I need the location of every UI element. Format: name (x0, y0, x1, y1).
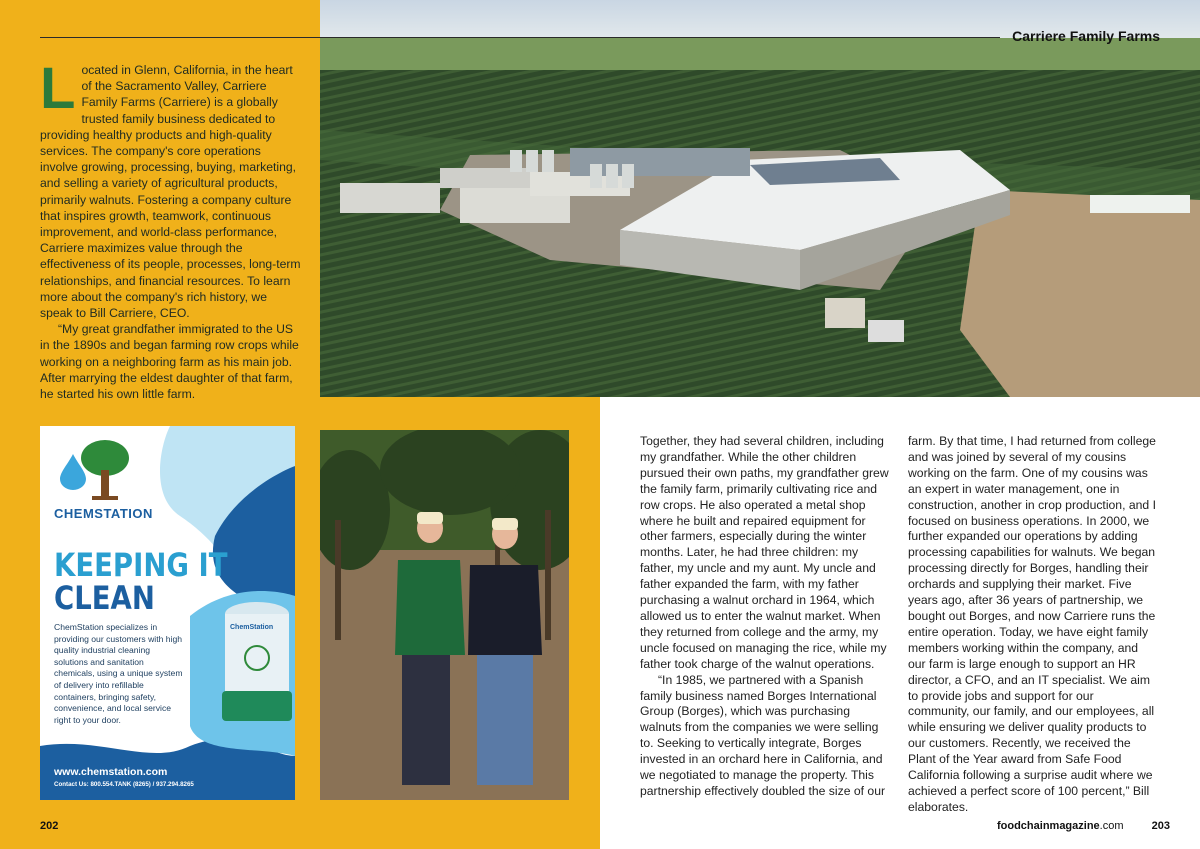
page-number-left: 202 (40, 820, 59, 832)
chemstation-logo-text: CHEMSTATION (54, 506, 153, 521)
ad-headline-2: CLEAN (54, 579, 155, 617)
article-column-2 (908, 434, 1158, 816)
intro-paragraph-1: ocated in Glenn, California, in the heart of the Sacramento Valley, Carriere Family Farms (Carriere) is a globally trusted family business dedicated to providing healthy products and high-quality services. The company's core operations involve growing, processing, buying, marketing, and selling a variety of agricultural products, primarily walnuts. Fostering a company culture that inspires growth, teamwork, continuous improvement, and world-class performance, Carriere maximizes value through the effectiveness of its people, processes, long-term relationships, and financial resources. To learn more about the company's rich history, we speak to Bill Carriere, CEO. (40, 63, 301, 321)
site-tld: .com (1099, 820, 1124, 832)
ad-website[interactable]: www.chemstation.com (54, 766, 168, 778)
drop-cap: L (40, 56, 76, 121)
tree-icon (80, 438, 130, 502)
article-paragraph-2: “In 1985, we partnered with a Spanish family business named Borges International Group (Borges), which was purchasing walnuts from the companies we were selling to. Seeking to vertically integrate, Borges invested in an orchard here in California, and we negotiated to manage the property. This partnership effectively doubled the size of our (640, 672, 886, 798)
section-title: Carriere Family Farms (1012, 28, 1160, 44)
aerial-farm-photo (320, 0, 1200, 397)
article-paragraph-3: farm. By that time, I had returned from college and was joined by several of my cousins working on the farm. One of my cousins was an expert in water management, one in construction, another in crop production, and I focused on business operations. In 2000, we further expanded our operations by adding processing capabilities for walnuts. We began processing directly for Borges, handling their orchards and supplying their market. Five years ago, after 36 years of partnership, we bought out Borges, and now Carriere runs the entire operation. Today, we have eight family members working within the company, and our farm is large enough to support an HR director, a CFO, and an IT specialist. We aim to provide jobs and support for our community, our family, and our employees, all while ensuring we deliver quality products to our customers. Recently, we received the Plant of the Year award from Safe Food California following a surprise audit where we achieved a perfect score of 100 percent,” Bill elaborates. (908, 434, 1156, 814)
article-column-1 (640, 434, 890, 800)
ad-headline-1: KEEPING IT (54, 546, 228, 584)
ad-body: ChemStation specializes in providing our customers with high quality industrial cleaning solutions and sanitation chemicals, using a unique system of delivery into refillable containers, bringing safety, convenience, and local service right to your door. (54, 622, 183, 725)
tank-image (222, 596, 292, 726)
ad-contact: Contact Us: 800.554.TANK (8265) / 937.294.8265 (54, 781, 194, 788)
footer-right (997, 820, 1170, 832)
family-portrait-photo (320, 430, 569, 800)
intro-paragraph-2: “My great grandfather immigrated to the US in the 1890s and began farming row crops while working on a neighboring farm as his main job. After marrying the eldest daughter of that farm, he started his own little farm. (40, 322, 299, 402)
header-rule (40, 37, 1000, 38)
tank-label: ChemStation (230, 624, 274, 631)
intro-text (40, 56, 302, 402)
page-number-right: 203 (1151, 820, 1170, 832)
article-paragraph-1: Together, they had several children, including my grandfather. While the other children pursued their own paths, my grandfather grew the family farm, primarily cultivating rice and row crops. He also operated a metal shop where he built and repaired equipment for other farmers, especially during the winter months. Later, he had three children: my father, my uncle and my aunt. My uncle and father expanded the farm, with my father purchasing a walnut orchard in 1964, which allowed us to enter the walnut market. When they returned from college and the army, my uncle focused on managing the rice, while my father took charge of the walnut operations. (640, 434, 889, 671)
site-name: foodchainmagazine (996, 820, 1100, 832)
chemstation-ad[interactable] (40, 426, 295, 800)
